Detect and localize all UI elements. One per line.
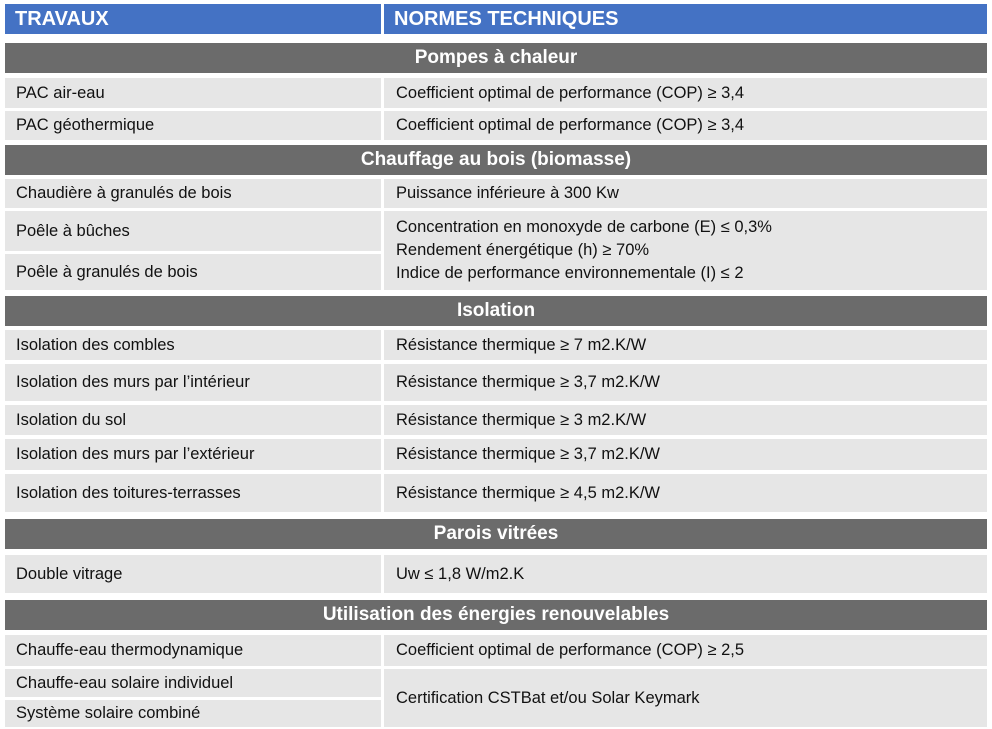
header-travaux: TRAVAUX	[5, 4, 381, 34]
norme-isolation-combles: Résistance thermique ≥ 7 m2.K/W	[384, 330, 987, 360]
norme-certification-solaire: Certification CSTBat et/ou Solar Keymark	[384, 669, 987, 727]
norme-isolation-murs-interieur: Résistance thermique ≥ 3,7 m2.K/W	[384, 364, 987, 401]
travaux-isolation-murs-exterieur: Isolation des murs par l’extérieur	[5, 439, 381, 470]
travaux-double-vitrage: Double vitrage	[5, 555, 381, 593]
norme-rendement-energetique: Rendement énergétique (h) ≥ 70%	[396, 241, 650, 259]
section-isolation: Isolation	[5, 296, 987, 326]
norme-pac-air-eau: Coefficient optimal de performance (COP) ≥ 3,4	[384, 78, 987, 108]
travaux-chauffe-eau-solaire: Chauffe-eau solaire individuel	[5, 669, 381, 697]
norme-indice-performance: Indice de performance environnementale (I) ≤ 2	[396, 264, 744, 282]
norme-double-vitrage: Uw ≤ 1,8 W/m2.K	[384, 555, 987, 593]
norme-monoxyde-carbone: Concentration en monoxyde de carbone (E) ≤ 0,3%	[396, 218, 772, 236]
travaux-isolation-sol: Isolation du sol	[5, 405, 381, 435]
norme-isolation-murs-exterieur: Résistance thermique ≥ 3,7 m2.K/W	[384, 439, 987, 470]
travaux-chaudiere-granules: Chaudière à granulés de bois	[5, 179, 381, 208]
norme-isolation-sol: Résistance thermique ≥ 3 m2.K/W	[384, 405, 987, 435]
travaux-chauffe-eau-thermodynamique: Chauffe-eau thermodynamique	[5, 635, 381, 666]
travaux-isolation-toitures-terrasses: Isolation des toitures-terrasses	[5, 474, 381, 512]
section-chauffage-au-bois: Chauffage au bois (biomasse)	[5, 145, 987, 175]
travaux-pac-geothermique: PAC géothermique	[5, 111, 381, 140]
norme-isolation-toitures-terrasses: Résistance thermique ≥ 4,5 m2.K/W	[384, 474, 987, 512]
travaux-isolation-murs-interieur: Isolation des murs par l’intérieur	[5, 364, 381, 401]
norme-chaudiere-granules: Puissance inférieure à 300 Kw	[384, 179, 987, 208]
header-normes-techniques: NORMES TECHNIQUES	[384, 4, 987, 34]
section-energies-renouvelables: Utilisation des énergies renouvelables	[5, 600, 987, 630]
section-parois-vitrees: Parois vitrées	[5, 519, 987, 549]
travaux-systeme-solaire-combine: Système solaire combiné	[5, 700, 381, 727]
travaux-pac-air-eau: PAC air-eau	[5, 78, 381, 108]
norme-chauffe-eau-thermodynamique: Coefficient optimal de performance (COP) ≥ 2,5	[384, 635, 987, 666]
norme-poeles-combinee	[384, 211, 987, 290]
travaux-isolation-combles: Isolation des combles	[5, 330, 381, 360]
travaux-poele-granules: Poêle à granulés de bois	[5, 254, 381, 290]
travaux-poele-buches: Poêle à bûches	[5, 211, 381, 251]
section-pompes-a-chaleur: Pompes à chaleur	[5, 43, 987, 73]
norme-pac-geothermique: Coefficient optimal de performance (COP) ≥ 3,4	[384, 111, 987, 140]
